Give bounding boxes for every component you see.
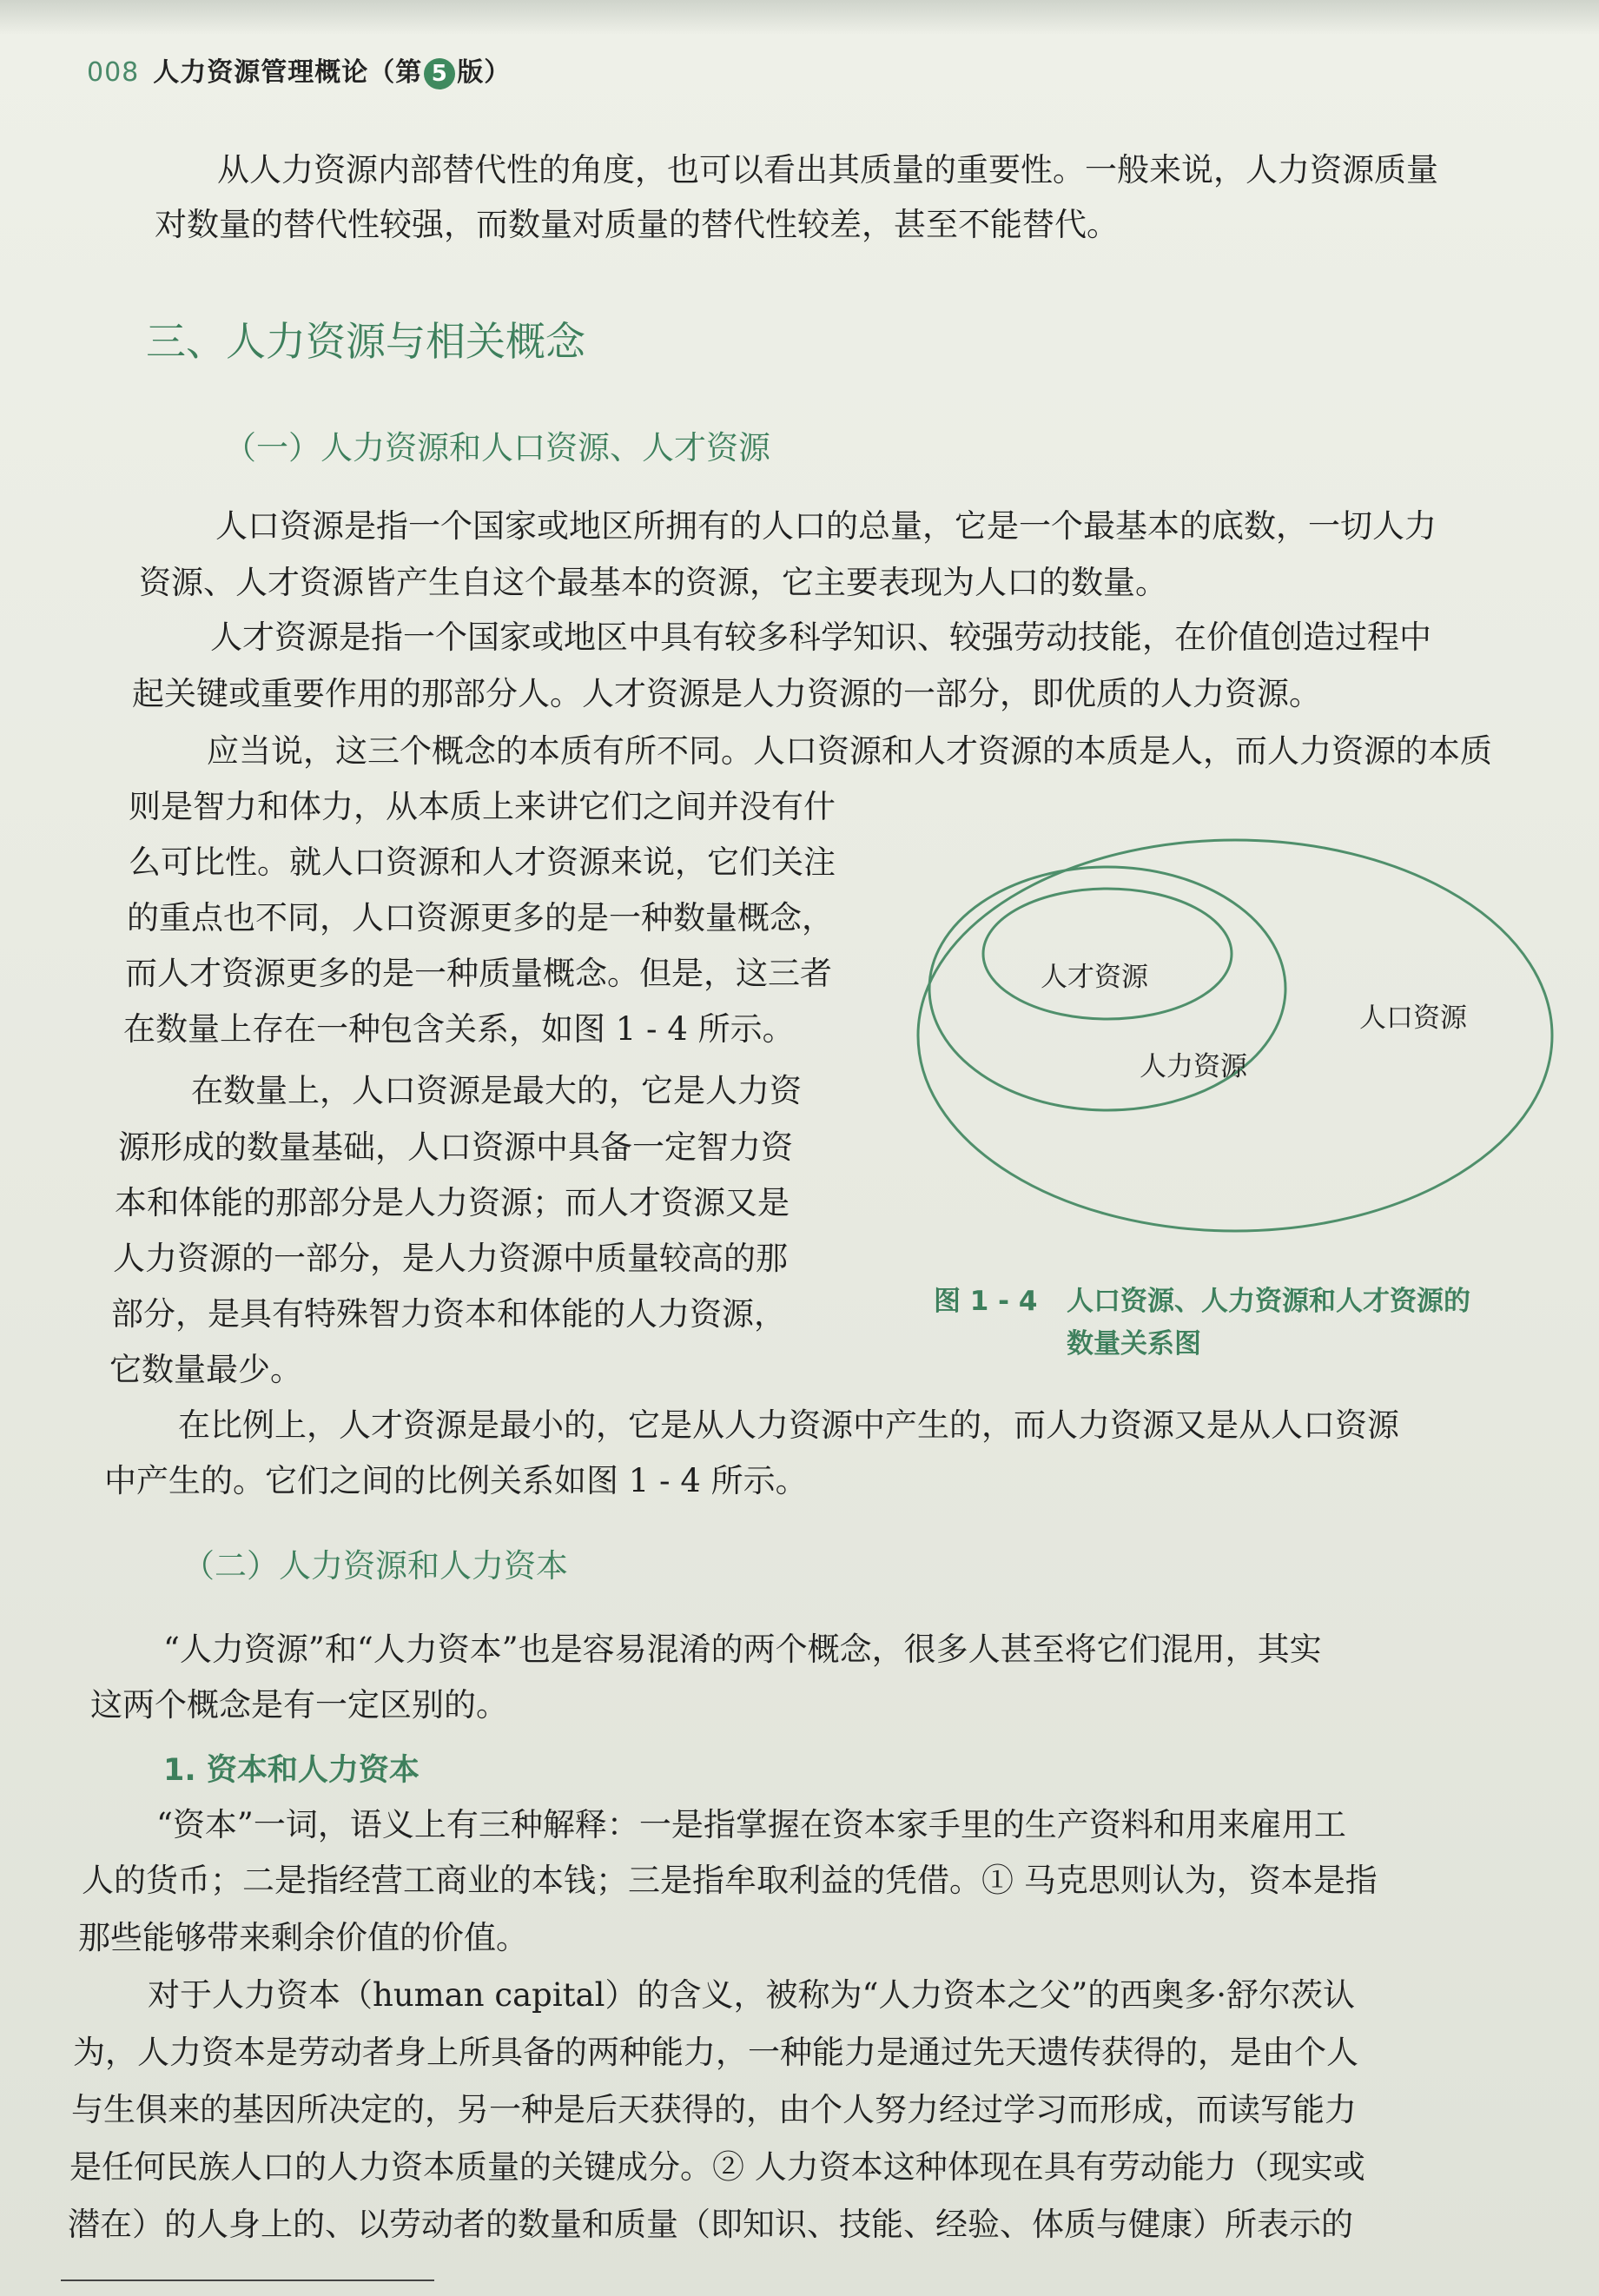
page-number: 008 — [87, 57, 140, 88]
section-heading: 三、人力资源与相关概念 — [146, 318, 585, 365]
running-header — [87, 50, 511, 89]
para4-line4: 的重点也不同，人口资源更多的是一种数量概念， — [127, 899, 834, 936]
para2-line1: 人口资源是指一个国家或地区所拥有的人口的总量，它是一个最基本的底数，一切人力 — [215, 507, 1437, 545]
para4-line3: 么可比性。就人口资源和人才资源来说，它们关注 — [129, 844, 836, 881]
subsection-heading-2: （二）人力资源和人力资本 — [182, 1547, 568, 1585]
para4-line1: 应当说，这三个概念的本质有所不同。人口资源和人才资源的本质是人，而人力资源的本质 — [207, 732, 1492, 770]
book-title: 人力资源管理概论（第 — [153, 57, 423, 88]
figure-caption-number: 图 1 - 4 — [934, 1286, 1038, 1317]
para5-line2: 源形成的数量基础，人口资源中具备一定智力资 — [118, 1128, 793, 1166]
book-title-end: 版） — [457, 57, 512, 88]
para7-line2: 这两个概念是有一定区别的。 — [90, 1686, 508, 1724]
subsubsection-heading: 1. 资本和人力资本 — [163, 1753, 420, 1788]
para5-line5: 部分，是具有特殊智力资本和体能的人力资源， — [111, 1295, 786, 1333]
para6-line1: 在比例上，人才资源是最小的，它是从人力资源中产生的，而人力资源又是从人口资源 — [178, 1406, 1399, 1444]
page-top-shadow — [0, 0, 1599, 35]
para4-line5: 而人才资源更多的是一种质量概念。但是，这三者 — [125, 955, 832, 992]
para9-line4: 是任何民族人口的人力资本质量的关键成分。② 人力资本这种体现在具有劳动能力（现实或 — [69, 2148, 1365, 2186]
para8-line1: “资本”一词，语义上有三种解释：一是指掌握在资本家手里的生产资料和用来雇用工 — [156, 1806, 1346, 1843]
label-human-resources: 人力资源 — [1140, 1051, 1247, 1082]
para8-line3: 那些能够带来剩余价值的价值。 — [78, 1919, 528, 1956]
para2-line2: 资源、人才资源皆产生自这个最基本的资源，它主要表现为人口的数量。 — [139, 564, 1167, 601]
label-population-resources: 人口资源 — [1359, 1002, 1467, 1034]
para5-line3: 本和体能的那部分是人力资源；而人才资源又是 — [115, 1184, 790, 1221]
subsection-heading-1: （一）人力资源和人口资源、人才资源 — [224, 429, 770, 466]
para6-line2: 中产生的。它们之间的比例关系如图 1 - 4 所示。 — [104, 1462, 808, 1499]
figure-caption-line2: 数量关系图 — [1067, 1328, 1201, 1360]
para9-line1: 对于人力资本（human capital）的含义，被称为“人力资本之父”的西奥多·舒尔茨认 — [148, 1976, 1356, 2014]
para4-line2: 则是智力和体力，从本质上来讲它们之间并没有什 — [129, 788, 836, 825]
para5-line1: 在数量上，人口资源是最大的，它是人力资 — [191, 1072, 802, 1109]
para3-line1: 人才资源是指一个国家或地区中具有较多科学知识、较强劳动技能，在价值创造过程中 — [210, 619, 1431, 656]
para9-line2: 为，人力资本是劳动者身上所具备的两种能力，一种能力是通过先天遗传获得的，是由个人 — [73, 2034, 1358, 2071]
para1-line1: 从人力资源内部替代性的角度，也可以看出其质量的重要性。一般来说，人力资源质量 — [217, 151, 1438, 189]
label-talent-resources: 人才资源 — [1041, 962, 1148, 993]
venn-diagram — [912, 834, 1572, 1242]
para9-line5: 潜在）的人身上的、以劳动者的数量和质量（即知识、技能、经验、体质与健康）所表示的 — [68, 2206, 1353, 2243]
edition-badge: 5 — [424, 58, 455, 89]
para5-line6: 它数量最少。 — [109, 1351, 302, 1388]
inner-ellipse — [983, 889, 1232, 1019]
para1-line2: 对数量的替代性较强，而数量对质量的替代性较差，甚至不能替代。 — [155, 206, 1119, 243]
footnote-rule — [61, 2279, 434, 2281]
outer-ellipse — [918, 840, 1552, 1231]
para9-line3: 与生俱来的基因所决定的，另一种是后天获得的，由个人努力经过学习而形成，而读写能力 — [71, 2091, 1357, 2128]
para5-line4: 人力资源的一部分，是人力资源中质量较高的那 — [113, 1240, 788, 1277]
para7-line1: “人力资源”和“人力资本”也是容易混淆的两个概念，很多人甚至将它们混用，其实 — [163, 1631, 1322, 1668]
para3-line2: 起关键或重要作用的那部分人。人才资源是人力资源的一部分，即优质的人力资源。 — [132, 675, 1321, 712]
figure-caption-line1: 人口资源、人力资源和人才资源的 — [1067, 1286, 1470, 1317]
para4-line6: 在数量上存在一种包含关系，如图 1 - 4 所示。 — [123, 1010, 795, 1048]
para8-line2: 人的货币；二是指经营工商业的本钱；三是指牟取利益的凭借。① 马克思则认为，资本是指 — [82, 1862, 1378, 1899]
